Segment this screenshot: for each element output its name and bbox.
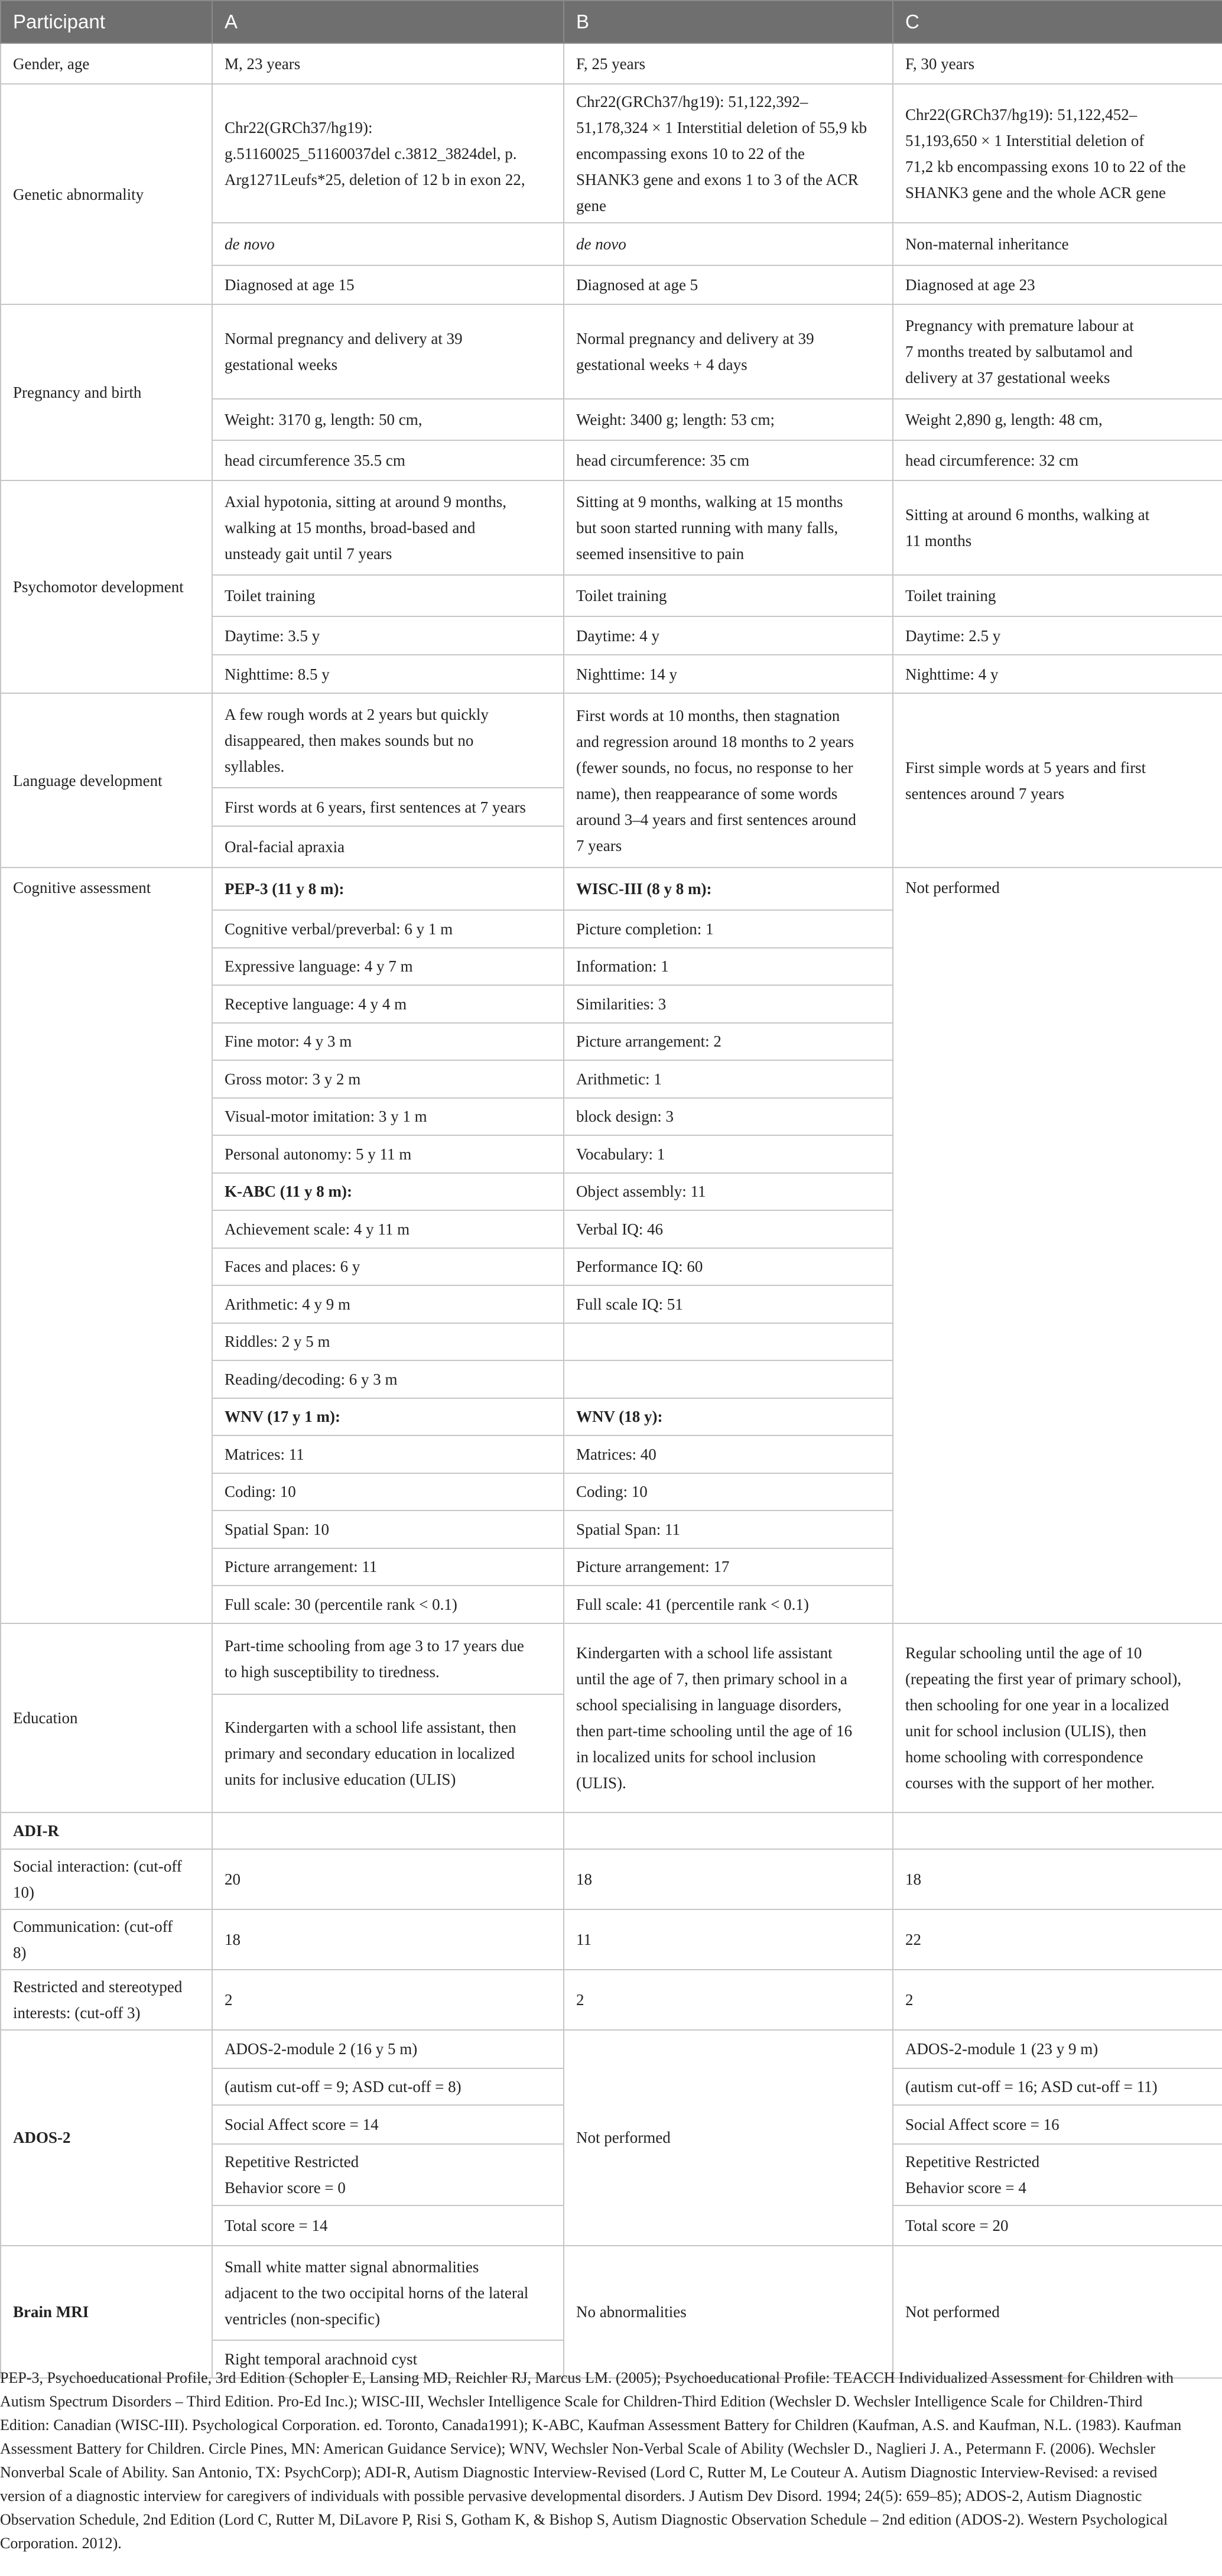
toilet-c: Toilet training [893, 575, 1222, 616]
ados-a-sa: Social Affect score = 14 [212, 2105, 564, 2144]
ados-a-rrb [212, 2144, 564, 2205]
toilet-a: Toilet training [212, 575, 564, 616]
daytime-a: Daytime: 3.5 y [212, 616, 564, 655]
education-a2-line: units for inclusive education (ULIS) [225, 1770, 456, 1788]
education-c-line: Regular schooling until the age of 10 [905, 1643, 1142, 1662]
adir-comm-a: 18 [212, 1909, 564, 1970]
genetic-a-line: Arg1271Leufs*25, deletion of 12 b in exon 22, [225, 170, 525, 189]
language-a-line: syllables. [225, 758, 285, 775]
psychomotor-a-line: walking at 15 months, broad-based and [225, 519, 476, 537]
footnote-line: Observation Schedule, 2nd Edition (Lord C, Rutter M, DiLavore P, Risi S, Gotham K, & Bishop S, Autism Diagnostic Observation Schedule – 2nd edition (ADOS-2). Western Psychological [0, 2511, 1168, 2528]
table-row [1, 2030, 1222, 2068]
genetic-b-line: 51,178,324 × 1 Interstitial deletion of 55,9 kb [576, 118, 867, 137]
table-row [1, 43, 1222, 84]
mri-label: Brain MRI [1, 2246, 212, 2378]
inheritance-c: Non-maternal inheritance [893, 223, 1222, 265]
cognitive-b: Vocabulary: 1 [564, 1135, 893, 1173]
ados-c-rrb-line: Repetitive Restricted [905, 2152, 1040, 2171]
footnote-line: version of a diagnostic interview for caregivers of individuals with possible pervasive developmental disorders. J Autism Dev Disord. 1994; 24(5): 659–85); ADOS-2, Autism Diagnostic [0, 2487, 1142, 2504]
table-row [1, 1849, 1222, 1909]
ados-a-cutoff: (autism cut-off = 9; ASD cut-off = 8) [212, 2068, 564, 2105]
gender-age-b: F, 25 years [564, 43, 893, 84]
pregnancy-b-line: Normal pregnancy and delivery at 39 [576, 330, 814, 347]
daytime-b: Daytime: 4 y [564, 616, 893, 655]
education-c-line: (repeating the first year of primary school), [905, 1669, 1182, 1688]
table-row [1, 868, 1222, 910]
education-b-line: until the age of 7, then primary school in a [576, 1669, 847, 1688]
adir-rsi-c: 2 [893, 1970, 1222, 2030]
language-label: Language development [1, 693, 212, 868]
education-c-line: then schooling for one year in a localized [905, 1695, 1169, 1714]
education-b-line: in localized units for school inclusion [576, 1747, 816, 1766]
language-c-line: First simple words at 5 years and first [905, 758, 1146, 777]
psychomotor-b [564, 480, 893, 575]
genetic-c-line: 71,2 kb encompassing exons 10 to 22 of the [905, 157, 1186, 176]
cognitive-a: WNV (17 y 1 m): [212, 1398, 564, 1436]
language-a-line: A few rough words at 2 years but quickly [225, 706, 489, 723]
genetic-b-line: encompassing exons 10 to 22 of the [576, 144, 805, 163]
ados-c-sa: Social Affect score = 16 [893, 2105, 1222, 2144]
cognitive-b: WISC-III (8 y 8 m): [564, 868, 893, 910]
pregnancy-c-line: delivery at 37 gestational weeks [905, 369, 1110, 386]
mri-a1 [212, 2246, 564, 2340]
cognitive-a: Arithmetic: 4 y 9 m [212, 1285, 564, 1323]
adir-social-a: 20 [212, 1849, 564, 1909]
adir-rsi-b: 2 [564, 1970, 893, 2030]
adir-blank-a [212, 1812, 564, 1849]
adir-social-c: 18 [893, 1849, 1222, 1909]
header-participant: Participant [1, 1, 212, 43]
genetic-b-line: Chr22(GRCh37/hg19): 51,122,392– [576, 92, 808, 111]
cognitive-b: Picture arrangement: 17 [564, 1548, 893, 1586]
cognitive-a: PEP-3 (11 y 8 m): [212, 868, 564, 910]
nighttime-c: Nighttime: 4 y [893, 655, 1222, 693]
cognitive-a: Spatial Span: 10 [212, 1510, 564, 1548]
genetic-a-line: g.51160025_51160037del c.3812_3824del, p. [225, 144, 517, 163]
psychomotor-c-line: Sitting at around 6 months, walking at [905, 506, 1150, 524]
education-c-line: home schooling with correspondence [905, 1747, 1143, 1766]
table-row [1, 1909, 1222, 1970]
footnote-line: Corporation. 2012). [0, 2535, 122, 2552]
ados-c-rrb-line: Behavior score = 4 [905, 2178, 1026, 2197]
cognitive-b: Full scale IQ: 51 [564, 1285, 893, 1323]
head-b: head circumference: 35 cm [564, 440, 893, 480]
table-row [1, 1812, 1222, 1849]
education-label: Education [1, 1623, 212, 1812]
education-a2-line: Kindergarten with a school life assistant, then [225, 1718, 516, 1736]
pregnancy-c-line: 7 months treated by salbutamol and [905, 343, 1133, 360]
cognitive-b: Picture arrangement: 2 [564, 1023, 893, 1061]
diagnosed-b: Diagnosed at age 5 [564, 265, 893, 304]
footnote-line: PEP-3, Psychoeducational Profile, 3rd Edition (Schopler E, Lansing MD, Reichler RJ, Marcus LM. (2005); Psychoeducational Profile: TEACCH Individualized Assessment for Children with [0, 2369, 1174, 2386]
education-c-line: courses with the support of her mother. [905, 1773, 1155, 1792]
adir-rsi-label-line: Restricted and stereotyped [13, 1977, 183, 1996]
education-b [564, 1623, 893, 1812]
gender-age-c: F, 30 years [893, 43, 1222, 84]
psychomotor-a [212, 480, 564, 575]
pregnancy-a-line: gestational weeks [225, 356, 338, 373]
cognitive-a: Visual-motor imitation: 3 y 1 m [212, 1098, 564, 1136]
cognitive-a: Coding: 10 [212, 1473, 564, 1511]
adir-comm-label [1, 1909, 212, 1970]
education-b-line: Kindergarten with a school life assistant [576, 1643, 833, 1662]
header-a: A [212, 1, 564, 43]
table-footnote [0, 2366, 1222, 2555]
mri-a1-line: Small white matter signal abnormalities [225, 2257, 479, 2276]
head-c: head circumference: 32 cm [893, 440, 1222, 480]
cognitive-a: Picture arrangement: 11 [212, 1548, 564, 1586]
cognitive-a: Faces and places: 6 y [212, 1248, 564, 1286]
genetic-a-line: Chr22(GRCh37/hg19): [225, 118, 373, 137]
education-c-line: unit for school inclusion (ULIS), then [905, 1721, 1146, 1740]
cognitive-c: Not performed [893, 868, 1222, 1623]
education-a1 [212, 1623, 564, 1694]
education-b-line: then part-time schooling until the age of 16 [576, 1721, 853, 1740]
ados-c-rrb [893, 2144, 1222, 2205]
footnote-line: Autism Spectrum Disorders – Third Edition. Pro-Ed Inc.); WISC-III, Wechsler Intelligence Scale for Children-Third Edition (Wechsler D. Wechsler Intelligence Scale for Children-Third [0, 2393, 1143, 2410]
adir-social-b: 18 [564, 1849, 893, 1909]
ados-a-total: Total score = 14 [212, 2205, 564, 2246]
adir-rsi-label-line: interests: (cut-off 3) [13, 2003, 141, 2022]
cognitive-b: Matrices: 40 [564, 1435, 893, 1473]
cognitive-b: block design: 3 [564, 1098, 893, 1136]
education-b-line: (ULIS). [576, 1773, 626, 1792]
genetic-b-line: SHANK3 gene and exons 1 to 3 of the ACR [576, 170, 859, 189]
cognitive-b: Verbal IQ: 46 [564, 1210, 893, 1248]
mri-a1-line: adjacent to the two occipital horns of the lateral [225, 2283, 529, 2302]
cognitive-a: Personal autonomy: 5 y 11 m [212, 1135, 564, 1173]
mri-a1-line: ventricles (non-specific) [225, 2309, 381, 2328]
ados-a-rrb-line: Behavior score = 0 [225, 2178, 346, 2197]
gender-age-label: Gender, age [1, 43, 212, 84]
cognitive-b: Similarities: 3 [564, 985, 893, 1023]
nighttime-b: Nighttime: 14 y [564, 655, 893, 693]
cognitive-a: Fine motor: 4 y 3 m [212, 1023, 564, 1061]
adir-blank-c [893, 1812, 1222, 1849]
psychomotor-b-line: but soon started running with many falls, [576, 519, 838, 537]
weight-a: Weight: 3170 g, length: 50 cm, [212, 399, 564, 440]
table-row [1, 2246, 1222, 2340]
pregnancy-c [893, 304, 1222, 399]
adir-comm-label-line: Communication: (cut-off [13, 1917, 173, 1935]
cognitive-b: Full scale: 41 (percentile rank < 0.1) [564, 1586, 893, 1623]
language-a-line: disappeared, then makes sounds but no [225, 732, 474, 749]
genetic-c-line: 51,193,650 × 1 Interstitial deletion of [905, 131, 1145, 150]
language-b-line: name), then reappearance of some words [576, 784, 838, 803]
genetic-c-line: Chr22(GRCh37/hg19): 51,122,452– [905, 105, 1138, 124]
cognitive-b: Spatial Span: 11 [564, 1510, 893, 1548]
language-b-line: around 3–4 years and first sentences around [576, 810, 856, 829]
ados-label: ADOS-2 [1, 2030, 212, 2246]
ados-c-cutoff: (autism cut-off = 16; ASD cut-off = 11) [893, 2068, 1222, 2105]
table-row [1, 693, 1222, 788]
table-header-row [1, 1, 1222, 43]
adir-social-label-line: Social interaction: (cut-off [13, 1857, 182, 1875]
pregnancy-label: Pregnancy and birth [1, 304, 212, 480]
adir-rsi-a: 2 [212, 1970, 564, 2030]
cognitive-a: Riddles: 2 y 5 m [212, 1323, 564, 1361]
pregnancy-a-line: Normal pregnancy and delivery at 39 [225, 330, 463, 347]
mri-a2: Right temporal arachnoid cyst [212, 2340, 564, 2378]
inheritance-b: de novo [564, 223, 893, 265]
adir-comm-c: 22 [893, 1909, 1222, 1970]
psychomotor-b-line: seemed insensitive to pain [576, 545, 745, 563]
table-row [1, 84, 1222, 223]
adir-social-label-line: 10) [13, 1883, 34, 1901]
diagnosed-a: Diagnosed at age 15 [212, 265, 564, 304]
genetic-b [564, 84, 893, 223]
education-a1-line: to high susceptibility to tiredness. [225, 1662, 440, 1681]
adir-comm-b: 11 [564, 1909, 893, 1970]
pregnancy-c-line: Pregnancy with premature labour at [905, 317, 1134, 334]
toilet-b: Toilet training [564, 575, 893, 616]
weight-b: Weight: 3400 g; length: 53 cm; [564, 399, 893, 440]
weight-c: Weight 2,890 g, length: 48 cm, [893, 399, 1222, 440]
cognitive-a: Achievement scale: 4 y 11 m [212, 1210, 564, 1248]
adir-rsi-label [1, 1970, 212, 2030]
adir-comm-label-line: 8) [13, 1943, 27, 1961]
psychomotor-c [893, 480, 1222, 575]
ados-a-module: ADOS-2-module 2 (16 y 5 m) [212, 2030, 564, 2068]
table-row [1, 304, 1222, 399]
cognitive-a: Gross motor: 3 y 2 m [212, 1060, 564, 1098]
header-b: B [564, 1, 893, 43]
psychomotor-a-line: unsteady gait until 7 years [225, 545, 392, 563]
footnote-line: Nonverbal Scale of Ability. San Antonio, TX: PsychCorp); ADI-R, Autism Diagnostic Interview-Revised (Lord C, Rutter M, Le Couteur A. Autism Diagnostic Interview-Revised: a revised [0, 2464, 1158, 2481]
education-c [893, 1623, 1222, 1812]
cognitive-a: Receptive language: 4 y 4 m [212, 985, 564, 1023]
daytime-c: Daytime: 2.5 y [893, 616, 1222, 655]
genetic-c [893, 84, 1222, 223]
adir-social-label [1, 1849, 212, 1909]
pregnancy-b-line: gestational weeks + 4 days [576, 356, 748, 373]
adir-label: ADI-R [1, 1812, 212, 1849]
mri-c: Not performed [893, 2246, 1222, 2378]
language-b [564, 693, 893, 868]
cognitive-b: Picture completion: 1 [564, 910, 893, 948]
cognitive-a: Expressive language: 4 y 7 m [212, 948, 564, 986]
table-row [1, 1970, 1222, 2030]
psychomotor-c-line: 11 months [905, 532, 972, 550]
genetic-b-line: gene [576, 196, 606, 215]
table-row [1, 480, 1222, 575]
psychomotor-label: Psychomotor development [1, 480, 212, 693]
language-c-line: sentences around 7 years [905, 784, 1065, 803]
language-a [212, 693, 564, 788]
cognitive-b: WNV (18 y): [564, 1398, 893, 1436]
cognitive-b: Information: 1 [564, 948, 893, 986]
mri-b: No abnormalities [564, 2246, 893, 2378]
cognitive-b [564, 1360, 893, 1398]
cognitive-b: Object assembly: 11 [564, 1173, 893, 1211]
cognitive-b [564, 1323, 893, 1361]
ados-c-module: ADOS-2-module 1 (23 y 9 m) [893, 2030, 1222, 2068]
language-b-line: 7 years [576, 836, 622, 855]
psychomotor-a-line: Axial hypotonia, sitting at around 9 months, [225, 493, 506, 511]
cognitive-a: K-ABC (11 y 8 m): [212, 1173, 564, 1211]
diagnosed-c: Diagnosed at age 23 [893, 265, 1222, 304]
education-b-line: school specialising in language disorders, [576, 1695, 842, 1714]
adir-blank-b [564, 1812, 893, 1849]
cognitive-label: Cognitive assessment [1, 868, 212, 1623]
genetic-c-line: SHANK3 gene and the whole ACR gene [905, 183, 1166, 202]
psychomotor-b-line: Sitting at 9 months, walking at 15 months [576, 493, 843, 511]
cognitive-b: Coding: 10 [564, 1473, 893, 1511]
pregnancy-b [564, 304, 893, 399]
inheritance-a: de novo [212, 223, 564, 265]
language-b-line: First words at 10 months, then stagnation [576, 706, 840, 725]
cognitive-a: Cognitive verbal/preverbal: 6 y 1 m [212, 910, 564, 948]
cognitive-a: Matrices: 11 [212, 1435, 564, 1473]
language-c [893, 693, 1222, 868]
gender-age-a: M, 23 years [212, 43, 564, 84]
genetic-label: Genetic abnormality [1, 84, 212, 304]
header-c: C [893, 1, 1222, 43]
language-a3: Oral-facial apraxia [212, 826, 564, 868]
ados-b: Not performed [564, 2030, 893, 2246]
language-b-line: and regression around 18 months to 2 years [576, 732, 854, 751]
ados-c-total: Total score = 20 [893, 2205, 1222, 2246]
footnote-line: Edition: Canadian (WISC-III). Psychological Corporation. ed. Toronto, Canada1991); K-ABC, Kaufman Assessment Battery for Children (Kaufman, A.S. and Kaufman, N.L. (1983). Kaufman [0, 2416, 1182, 2434]
education-a2 [212, 1694, 564, 1812]
ados-a-rrb-line: Repetitive Restricted [225, 2152, 359, 2171]
education-a1-line: Part-time schooling from age 3 to 17 years due [225, 1636, 524, 1655]
table-row [1, 1623, 1222, 1694]
cognitive-b: Arithmetic: 1 [564, 1060, 893, 1098]
genetic-a [212, 84, 564, 223]
head-a: head circumference 35.5 cm [212, 440, 564, 480]
cognitive-a: Reading/decoding: 6 y 3 m [212, 1360, 564, 1398]
cognitive-a: Full scale: 30 (percentile rank < 0.1) [212, 1586, 564, 1623]
pregnancy-a [212, 304, 564, 399]
education-a2-line: primary and secondary education in localized [225, 1744, 515, 1762]
footnote-line: Assessment Battery for Children. Circle Pines, MN: American Guidance Service); WNV, Wechsler Non-Verbal Scale of Ability (Wechsler D., Naglieri J. A., Petermann F. (2006). Wechsler [0, 2440, 1156, 2457]
cognitive-b: Performance IQ: 60 [564, 1248, 893, 1286]
language-b-line: (fewer sounds, no focus, no response to her [576, 758, 853, 777]
nighttime-a: Nighttime: 8.5 y [212, 655, 564, 693]
language-a2: First words at 6 years, first sentences at 7 years [212, 788, 564, 826]
